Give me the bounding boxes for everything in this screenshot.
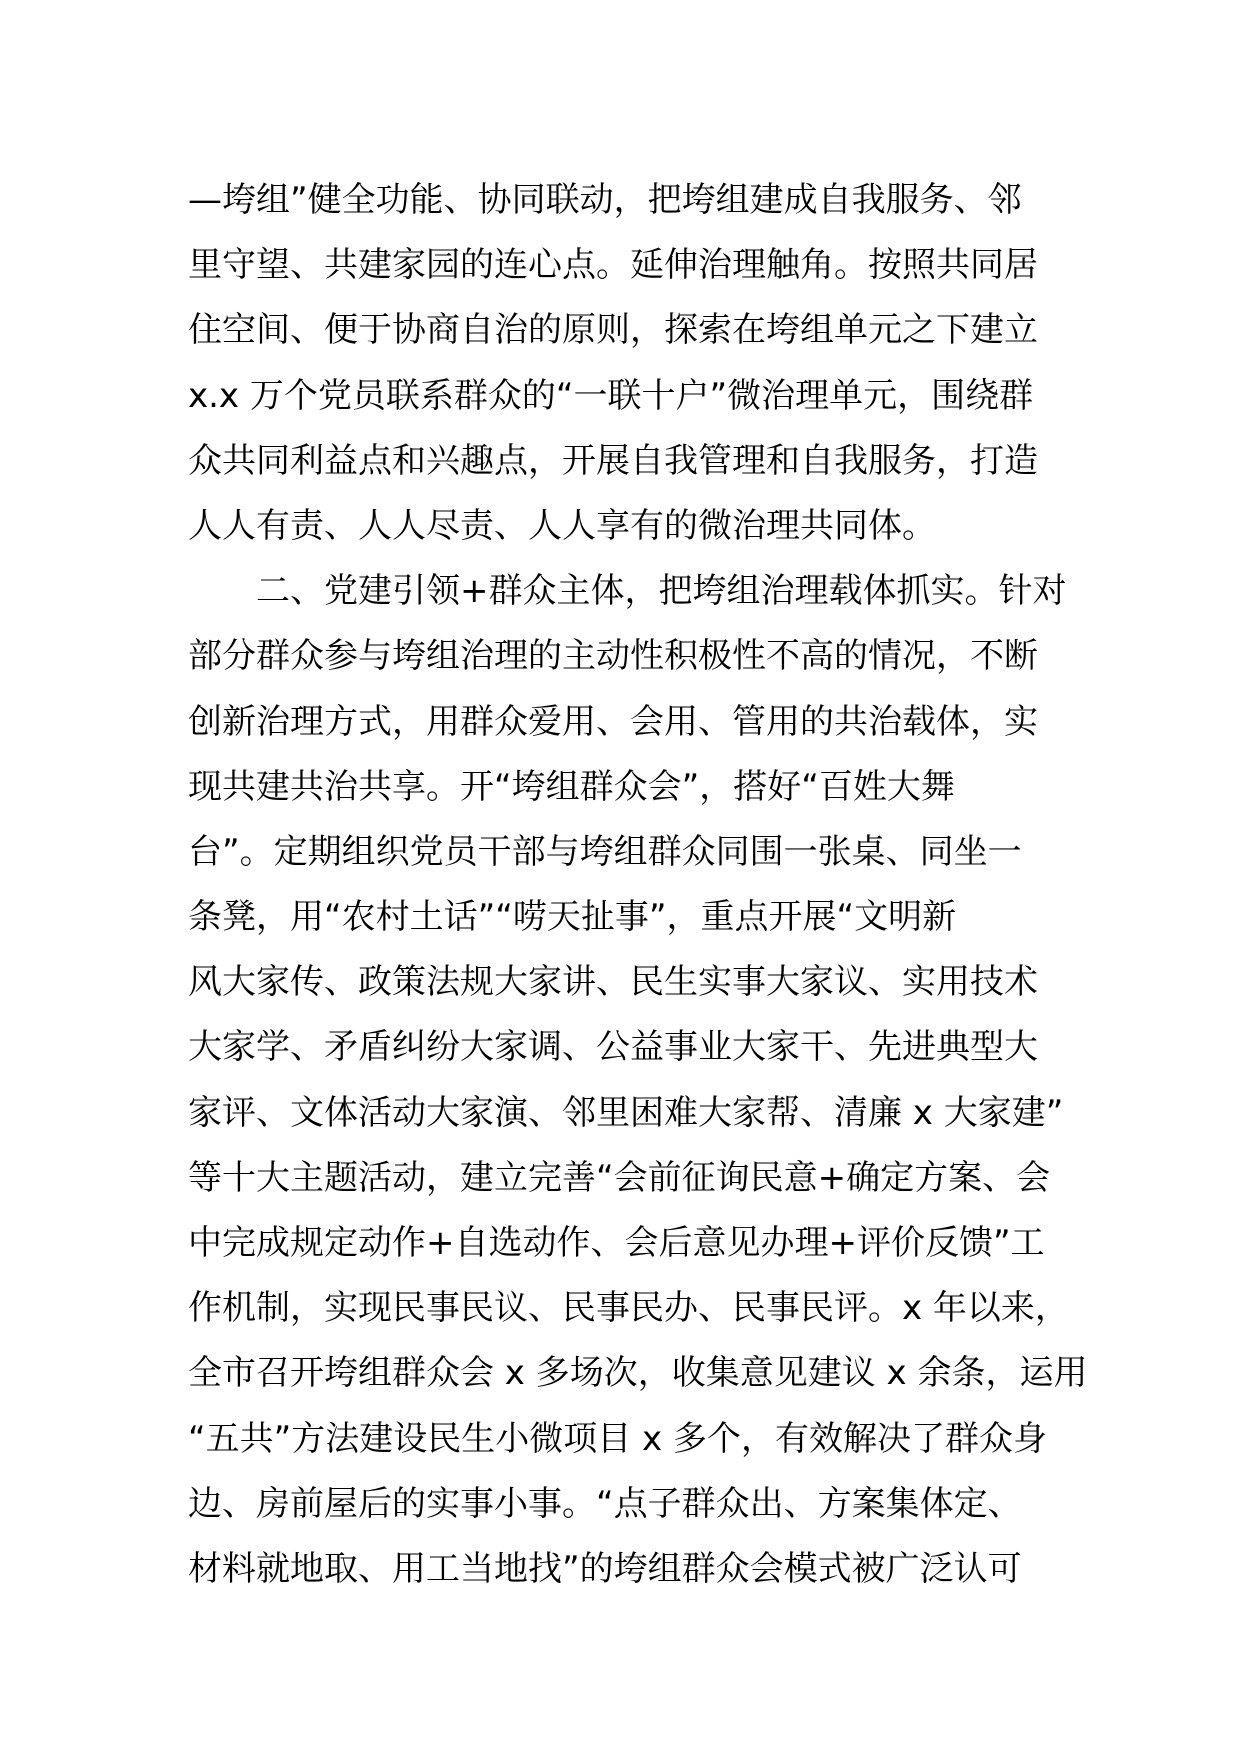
text-line: 中完成规定动作+自选动作、会后意见办理+评价反馈”工: [188, 1223, 1045, 1263]
text-line: 住空间、便于协商自治的原则，探索在垮组单元之下建立: [188, 310, 1038, 351]
text-line: 家评、文体活动大家演、邻里困难大家帮、清廉 x 大家建”: [188, 1092, 1064, 1133]
text-line: 众共同利益点和兴趣点，开展自我管理和自我服务，打造: [188, 440, 1038, 481]
text-line: —垮组”健全功能、协同联动，把垮组建成自我服务、邻: [188, 180, 1022, 220]
text-line: 等十大主题活动，建立完善“会前征询民意+确定方案、会: [188, 1157, 1051, 1198]
text-line: 条凳，用“农村土话”“唠天扯事”，重点开展“文明新: [188, 897, 957, 938]
section-heading-line: 二、党建引领+群众主体，把垮组治理载体抓实。针对: [188, 571, 1067, 612]
text-line: 边、房前屋后的实事小事。“点子群众出、方案集体定、: [188, 1483, 1022, 1524]
text-line: 全市召开垮组群众会 x 多场次，收集意见建议 x 余条，运用: [188, 1353, 1088, 1394]
text-line: 材料就地取、用工当地找”的垮组群众会模式被广泛认可: [188, 1548, 1022, 1589]
body-text: [188, 168, 1088, 1602]
text-line: 里守望、共建家园的连心点。延伸治理触角。按照共同居: [188, 245, 1038, 286]
text-line: 人人有责、人人尽责、人人享有的微治理共同体。: [188, 505, 936, 546]
text-line: “五共”方法建设民生小微项目 x 多个，有效解决了群众身: [188, 1418, 1047, 1459]
text-line: 台”。定期组织党员干部与垮组群众同围一张桌、同坐一: [188, 831, 1022, 872]
text-line: 创新治理方式，用群众爱用、会用、管用的共治载体，实: [188, 701, 1038, 742]
text-line: 大家学、矛盾纠纷大家调、公益事业大家干、先进典型大: [188, 1027, 1038, 1068]
text-line: x.x 万个党员联系群众的“一联十户”微治理单元，围绕群: [188, 375, 1034, 416]
text-line: 现共建共治共享。开“垮组群众会”，搭好“百姓大舞: [188, 766, 955, 807]
text-line: 作机制，实现民事民议、民事民办、民事民评。x 年以来，: [188, 1288, 1069, 1329]
text-line: 部分群众参与垮组治理的主动性积极性不高的情况，不断: [188, 636, 1038, 677]
text-line: 风大家传、政策法规大家讲、民生实事大家议、实用技术: [188, 962, 1038, 1003]
